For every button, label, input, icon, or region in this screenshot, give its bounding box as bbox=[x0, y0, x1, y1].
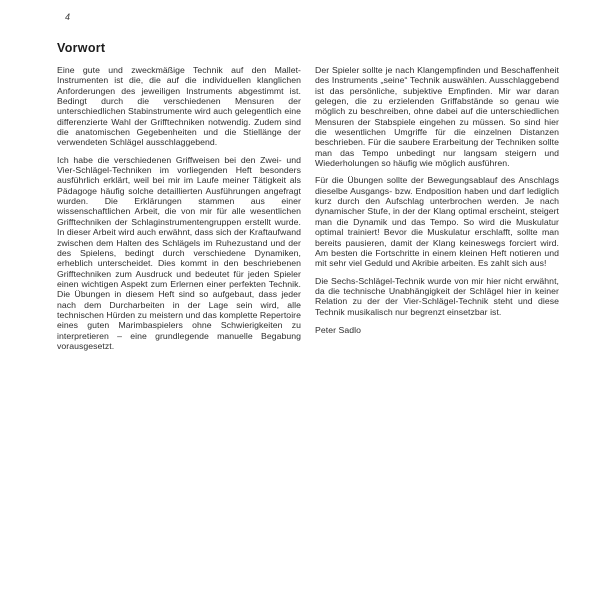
paragraph-intro-technique: Eine gute und zweckmäßige Technik auf den Mallet-Instrumenten ist die, die auf die individuellen klanglichen Anforderungen des jeweiligen Instruments abgestimmt ist. Bedingt durch die verschiedenen Mensuren der unterschiedlichen Stabinstrumente wird auch gelegentlich eine differenzierte Wahl der Grifftechniken notwendig. Zudem sind die anatomischen Gegebenheiten und die Stiellänge der verwendeten Schlägel ausschlaggebend. bbox=[57, 65, 301, 148]
page-title: Vorwort bbox=[57, 41, 106, 55]
author-signature: Peter Sadlo bbox=[315, 324, 361, 335]
two-column-text-block bbox=[57, 65, 558, 358]
paragraph-grip-explanations: Ich habe die verschiedenen Griffweisen bei den Zwei- und Vier-Schlägel-Techniken im vorliegenden Heft besonders ausführlich erklärt, weil bei mir im Laufe meiner Tätigkeit als Pädagoge häufig solche detaillierten Ausführungen angefragt wurden. Die Erklärungen stammen aus einer wissenschaftlichen Arbeit, die von mir für alle wesentlichen Grifftechniken der Schlaginstrumentengruppen erstellt wurde. In dieser Arbeit wird auch erwähnt, dass sich der Kraftaufwand zwischen dem Halten des Schlägels im Ruhezustand und der des Spielens, bedingt durch verschiedene Dynamiken, erheblich unterscheidet. Dies kommt in den beschriebenen Grifftechniken zum Ausdruck und bedeutet für jeden Spieler einen wichtigen Aspekt zum Erlernen einer perfekten Technik. Die Übungen in diesem Heft sind so aufgebaut, dass jeder nach dem Durcharbeiten in der Lage sein wird, alle technischen Hürden zu meistern und das komplette Repertoire eines guten Marimbaspielers ohne Schwierigkeiten zu interpretieren – eine grundlegende manuelle Begabung vorausgesetzt. bbox=[57, 154, 301, 351]
paragraph-player-choice: Der Spieler sollte je nach Klangempfinden und Beschaffenheit des Instruments „seine“ Technik auswählen. Ausschlaggebend ist das persönliche, subjektive Empfinden. Mir war daran gelegen, die zu erzielenden Griffabstände so genau wie möglich zu beschreiben, ohne dabei auf die unterschiedlichen Mensuren der Stabspiele eingehen zu müssen. So sind hier die wesentlichen Umgriffe für die einzelnen Distanzen beschrieben. Für die saubere Erarbeitung der Techniken sollte man das Tempo unbedingt nur langsam steigern und Wiederholungen so häufig wie möglich ausführen. bbox=[315, 65, 559, 169]
left-column bbox=[57, 65, 301, 358]
paragraph-six-mallet-note: Die Sechs-Schlägel-Technik wurde von mir hier nicht erwähnt, da die technische Unabhängigkeit der Schlägel hier in keiner Relation zu der der Vier-Schlägel-Technik steht und diese Technik musikalisch nur begrenzt einsetzbar ist. bbox=[315, 275, 559, 317]
paragraph-exercise-advice: Für die Übungen sollte der Bewegungsablauf des Anschlags dieselbe Ausgangs- bzw. Endposition haben und darf lediglich kurz durch den Aufschlag unterbrochen werden. Je nach dynamischer Stufe, in der der Klang optimal erscheint, steigert man die Dynamik und das Tempo. So wird die Muskulatur optimal trainiert! Bevor die Muskulatur erschlafft, sollte man bereits pausieren, damit der Klang keineswegs forciert wird. Am besten die Fortschritte in einem kleinen Heft notieren und mit sehr viel Geduld und Akribie arbeiten. Es zahlt sich aus! bbox=[315, 175, 559, 269]
right-column bbox=[315, 65, 559, 358]
page-number: 4 bbox=[65, 12, 71, 22]
